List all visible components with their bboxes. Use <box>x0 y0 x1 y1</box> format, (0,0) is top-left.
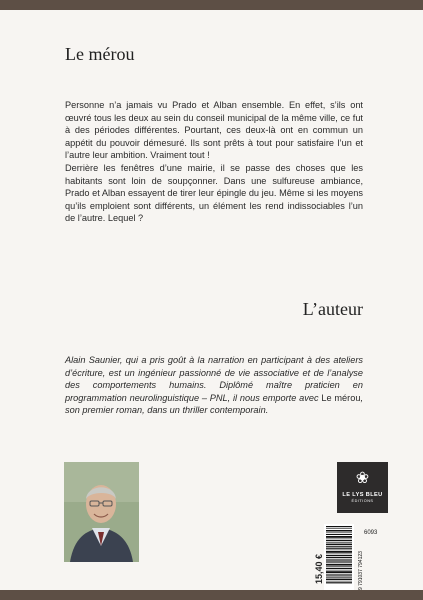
bio-book-title: Le mérou <box>321 392 361 403</box>
publisher-logo <box>337 462 388 513</box>
barcode-icon <box>324 524 354 590</box>
bottom-band <box>0 590 423 600</box>
publisher-name: LE LYS BLEU <box>342 492 383 498</box>
publisher-subtitle: ÉDITIONS <box>351 499 374 503</box>
price-label: 15,40 € <box>314 553 324 585</box>
publisher-code: 6093 <box>364 530 378 536</box>
isbn-barcode <box>324 524 354 590</box>
synopsis-paragraph-2: Derrière les fenêtres d’une mairie, il se passe des choses que les habitants sont loin de soupçonner. Dans une sulfureuse ambiance, Prado et Alban essayent de tirer leur épingle du jeu. Même si les moyens qu’ils emploient sont différents, un élément les rend indissociables l’un de l’autre. Lequel ? <box>65 162 363 224</box>
synopsis <box>65 99 363 225</box>
lily-icon: ❀ <box>355 470 370 487</box>
isbn-digits: 9 791037 794123 <box>358 551 364 590</box>
synopsis-paragraph-1: Personne n’a jamais vu Prado et Alban ensemble. En effet, s’ils ont œuvré tous les deux au sein du conseil municipal de la même ville, ce fut à des périodes différentes. Pourtant, ces deux-là ont en commun un appétit du pouvoir démesuré. Ils sont prêts à tout pour satisfaire l’un et l’autre leur ambition. Vraiment tout ! <box>65 100 363 161</box>
bio-part-1: Alain Saunier, qui a pris goût à la narration en participant à des ateliers d’écriture, est un ingénieur passionné de vie associative et de l’analyse des comportements humains. Diplômé maître praticien en programmation neurolinguistique – PNL, il nous emporte avec <box>65 355 363 403</box>
top-band <box>0 0 423 10</box>
author-heading: L’auteur <box>302 299 363 319</box>
author-bio <box>65 354 363 417</box>
bio-part-2: , son premier roman, dans un thriller contemporain. <box>65 392 363 416</box>
book-title: Le mérou <box>65 44 135 64</box>
author-portrait-icon <box>64 462 139 562</box>
author-photo <box>64 462 139 562</box>
